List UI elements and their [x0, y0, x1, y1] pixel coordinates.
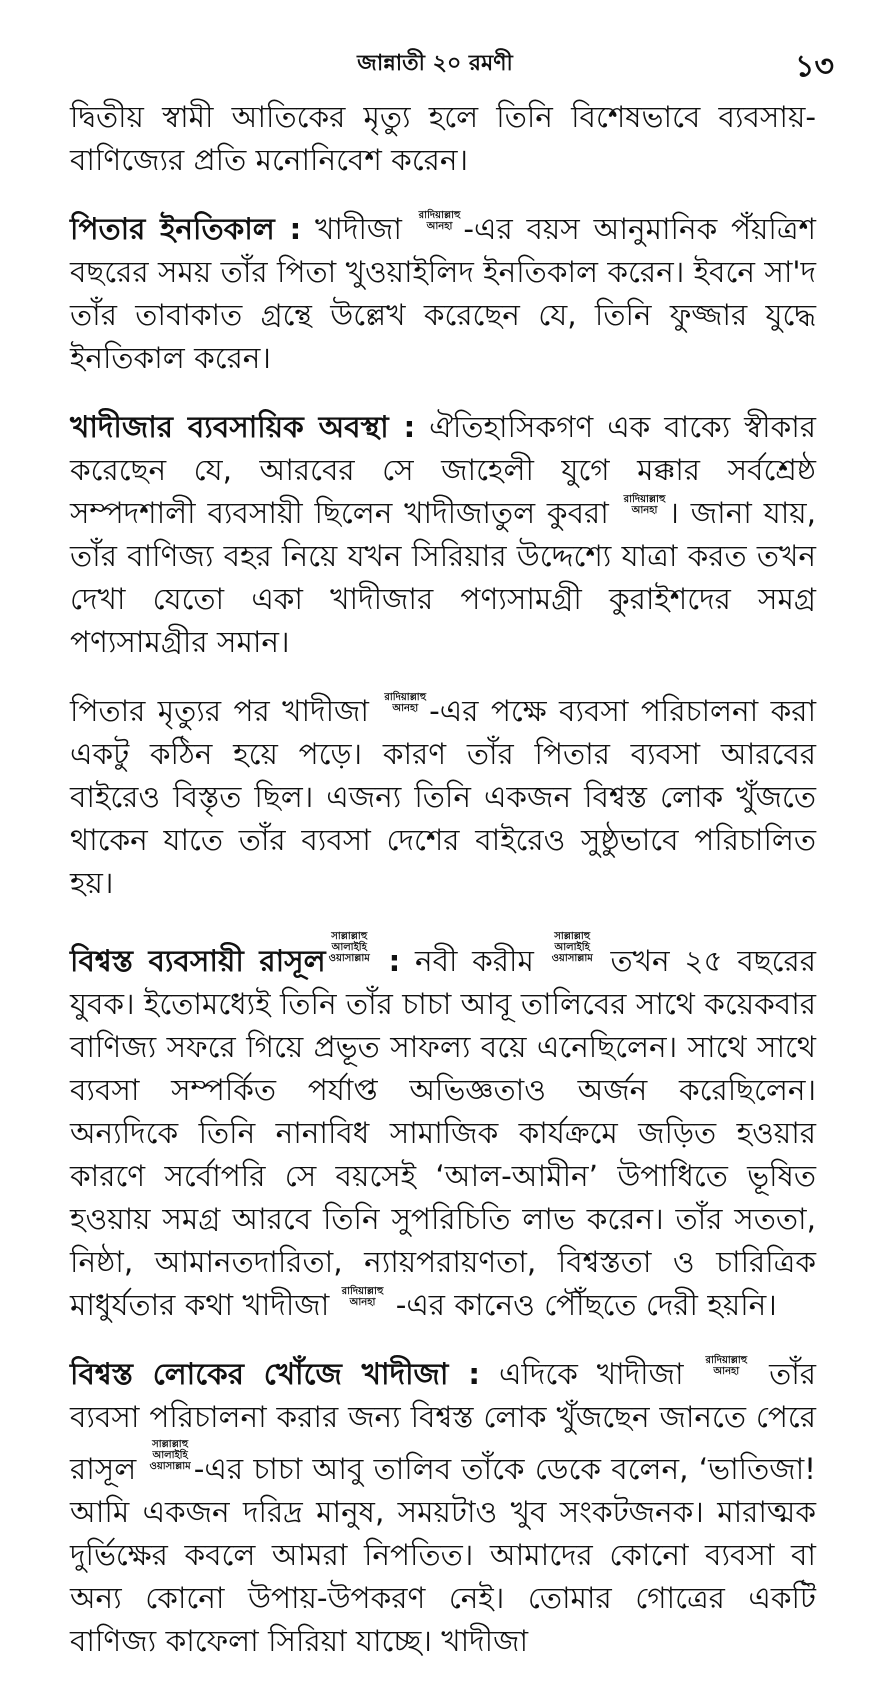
section-heading-colon: :	[372, 944, 401, 978]
honorific-ra-mark	[419, 210, 461, 232]
paragraph-4-text-b: -এর পক্ষে ব্যবসা পরিচালনা করা একটু কঠিন হয়ে পড়ে। কারণ তাঁর পিতার ব্যবসা আরবের বাইরেও বিস্তৃত ছিল। এজন্য তিনি একজন বিশ্বস্ত লোক খুঁজতে থাকেন যাতে তাঁর ব্যবসা দেশের বাইরেও সুষ্ঠুভাবে পরিচালিত হয়।	[70, 694, 817, 900]
honorific-bottom: ওয়াসাল্লাম	[551, 953, 593, 964]
paragraph-5-text-c: -এর কানেও পৌঁছতে দেরী হয়নি।	[386, 1288, 777, 1322]
honorific-ra-mark	[342, 1286, 384, 1308]
honorific-top: রাদিয়াল্লাহু	[418, 210, 461, 221]
honorific-saw-mark	[329, 931, 370, 964]
paragraph-3-text-b: । জানা যায়, তাঁর বাণিজ্য বহর নিয়ে যখন সিরিয়ার উদ্দেশ্যে যাত্রা করত তখন দেখা যেতো একা খাদীজার পণ্যসামগ্রী কুরাইশদের সমগ্র পণ্যসামগ্রীর সমান।	[70, 496, 817, 659]
paragraph-6-text-a: এদিকে খাদীজা	[480, 1357, 703, 1391]
paragraph-2-text-b: -এর বয়স আনুমানিক পঁয়ত্রিশ বছরের সময় তাঁর পিতা খুওয়াইলিদ ইনতিকাল করেন। ইবনে সা'দ তাঁর তাবাকাত গ্রন্থে উল্লেখ করেছেন যে, তিনি ফুজ্জার যুদ্ধে ইনতিকাল করেন।	[70, 212, 816, 375]
honorific-bottom: আনহা	[631, 505, 658, 516]
paragraph-5	[70, 931, 816, 1327]
paragraph-6-text-b: তাঁর ব্যবসা পরিচালনা করার জন্য বিশ্বস্ত লোক খুঁজছেন জানতে পেরে রাসূল	[70, 1357, 816, 1486]
honorific-top: সাল্লাল্লাহু	[554, 931, 591, 942]
page-body	[70, 96, 816, 1689]
page-number: ১৩	[795, 49, 834, 84]
honorific-bottom: আনহা	[426, 221, 453, 232]
running-title: জান্নাতী ২০ রমণী	[357, 51, 513, 76]
paragraph-6-text-c: -এর চাচা আবু তালিব তাঁকে ডেকে বলেন, ‘ভাতিজা! আমি একজন দরিদ্র মানুষ, সময়টাও খুব সংকটজনক। মারাত্মক দুর্ভিক্ষের কবলে আমরা নিপতিত। আমাদের কোনো ব্যবসা বা অন্য কোনো উপায়-উপকরণ নেই। তোমার গোত্রের একটি বাণিজ্য কাফেলা সিরিয়া যাচ্ছে। খাদীজা	[70, 1452, 816, 1658]
paragraph-5-text-a: নবী করীম	[400, 944, 549, 978]
honorific-middle: আলাইহি	[554, 942, 590, 953]
paragraph-3	[70, 406, 816, 664]
honorific-top: সাল্লাল্লাহু	[331, 931, 368, 942]
section-heading-trusted-merchant: বিশ্বস্ত ব্যবসায়ী রাসূল	[70, 944, 326, 978]
honorific-top: রাদিয়াল্লাহু	[384, 692, 427, 703]
honorific-bottom: আনহা	[713, 1366, 740, 1377]
honorific-saw-mark	[150, 1439, 191, 1472]
honorific-middle: আলাইহি	[331, 942, 367, 953]
honorific-bottom: ওয়াসাল্লাম	[149, 1461, 191, 1472]
honorific-saw-mark	[552, 931, 593, 964]
honorific-ra-mark	[705, 1355, 747, 1377]
page-header	[0, 38, 870, 88]
honorific-bottom: ওয়াসাল্লাম	[328, 953, 370, 964]
section-heading-business-status: খাদীজার ব্যবসায়িক অবস্থা :	[70, 410, 416, 444]
paragraph-1	[70, 96, 816, 182]
honorific-top: সাল্লাল্লাহু	[152, 1439, 189, 1450]
paragraph-5-text-b: তখন ২৫ বছরের যুবক। ইতোমধ্যেই তিনি তাঁর চাচা আবূ তালিবের সাথে কয়েকবার বাণিজ্য সফরে গিয়ে প্রভূত সাফল্য বয়ে এনেছিলেন। সাথে সাথে ব্যবসা সম্পর্কিত পর্যাপ্ত অভিজ্ঞতাও অর্জন করেছিলেন। অন্যদিকে তিনি নানাবিধ সামাজিক কার্যক্রমে জড়িত হওয়ার কারণে সর্বোপরি সে বয়সেই ‘আল-আমীন’ উপাধিতে ভূষিত হওয়ায় সমগ্র আরবে তিনি সুপরিচিতি লাভ করেন। তাঁর সততা, নিষ্ঠা, আমানতদারিতা, ন্যায়পরায়ণতা, বিশ্বস্ততা ও চারিত্রিক মাধুর্যতার কথা খাদীজা	[70, 944, 816, 1322]
paragraph-2-text-a: খাদীজা	[301, 212, 416, 246]
paragraph-4-text-a: পিতার মৃত্যুর পর খাদীজা	[70, 694, 382, 728]
section-heading-father-death: পিতার ইনতিকাল :	[70, 212, 302, 246]
paragraph-6	[70, 1353, 816, 1663]
honorific-ra-mark	[624, 494, 666, 516]
honorific-bottom: আনহা	[392, 703, 419, 714]
paragraph-4	[70, 690, 816, 905]
honorific-top: রাদিয়াল্লাহু	[341, 1286, 384, 1297]
honorific-bottom: আনহা	[349, 1297, 376, 1308]
honorific-middle: আলাইহি	[152, 1450, 188, 1461]
paragraph-3-text-a: ঐতিহাসিকগণ এক বাক্যে স্বীকার করেছেন যে, আরবের সে জাহেলী যুগে মক্কার সর্বশ্রেষ্ঠ সম্পদশালী ব্যবসায়ী ছিলেন খাদীজাতুল কুবরা	[70, 410, 816, 530]
paragraph-1-text: দ্বিতীয় স্বামী আতিকের মৃত্যু হলে তিনি বিশেষভাবে ব্যবসায়-বাণিজ্যের প্রতি মনোনিবেশ করেন।	[70, 100, 816, 177]
honorific-top: রাদিয়াল্লাহু	[623, 494, 666, 505]
honorific-top: রাদিয়াল্লাহু	[705, 1355, 748, 1366]
paragraph-2	[70, 208, 816, 380]
honorific-ra-mark	[384, 692, 426, 714]
section-heading-search-for-trustee: বিশ্বস্ত লোকের খোঁজে খাদীজা :	[70, 1357, 481, 1391]
